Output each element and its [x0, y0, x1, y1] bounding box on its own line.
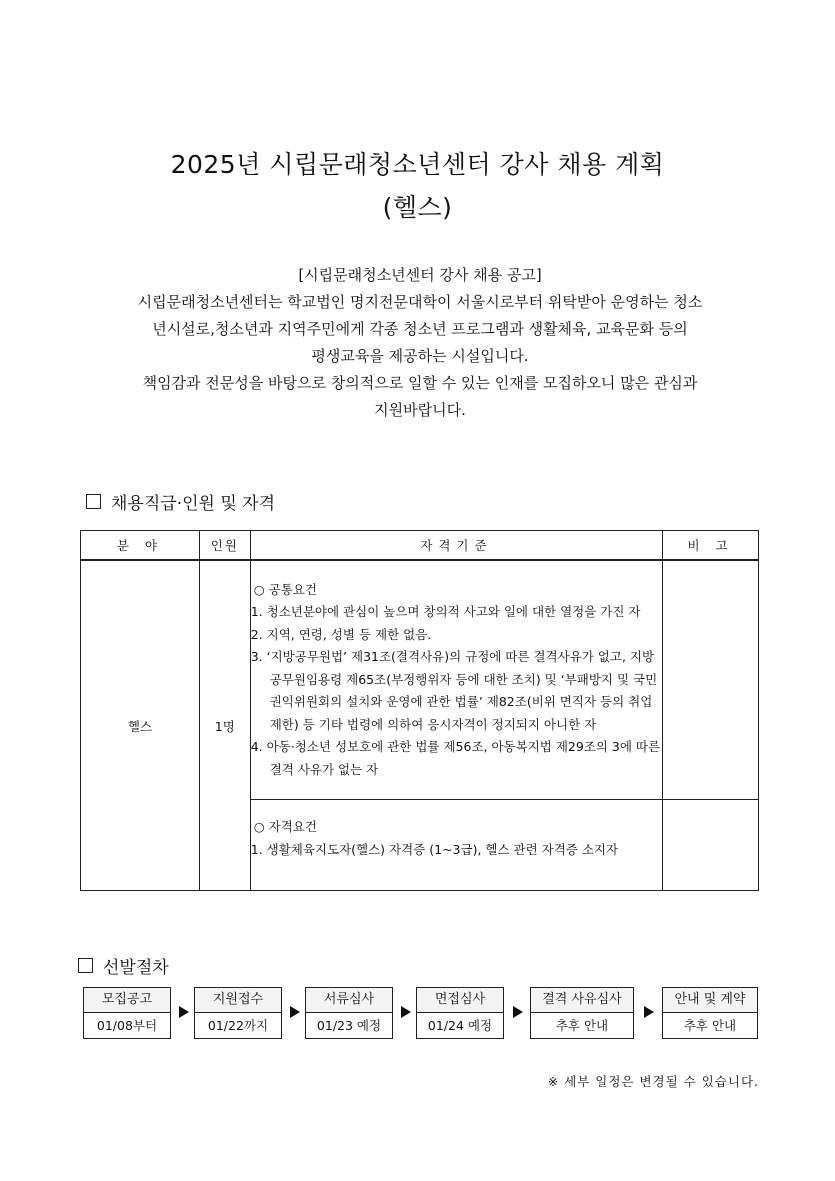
step-label: 모집공고	[84, 988, 170, 1013]
section-heading-positions	[86, 489, 275, 514]
section-title: 선발절차	[103, 958, 169, 978]
list-item: 4. 아동·청소년 성보호에 관한 법률 제56조, 아동복지법 제29조의 3에 따른 결격 사유가 없는 자	[250, 739, 661, 777]
step-label: 지원접수	[195, 988, 281, 1013]
document-subtitle: (헬스)	[382, 193, 453, 222]
step-date: 01/08부터	[96, 1018, 158, 1033]
step-date: 01/23 예정	[316, 1018, 382, 1033]
cell-remark	[663, 560, 759, 800]
step-box	[83, 987, 171, 1039]
document-title: 2025년 시립문래청소년센터 강사 채용 계획	[170, 150, 665, 179]
step-box	[305, 987, 393, 1039]
list-item: 1. 생활체육지도자(헬스) 자격증 (1~3급), 헬스 관련 자격증 소지자	[250, 841, 619, 857]
section-heading-procedure	[78, 953, 169, 978]
step-box	[194, 987, 282, 1039]
section-title: 채용직급·인원 및 자격	[111, 494, 276, 514]
arrow-right-icon	[290, 1006, 300, 1018]
intro-line: 시립문래청소년센터는 학교법인 명지전문대학이 서울시로부터 위탁받아 운영하는 청소	[137, 293, 703, 311]
header-count: 인원	[199, 531, 250, 561]
list-item: 1. 청소년분야에 관심이 높으며 창의적 사고와 일에 대한 열정을 가진 자	[250, 604, 641, 620]
table-row	[81, 560, 759, 800]
step-box	[416, 987, 504, 1039]
step-box	[530, 987, 634, 1039]
checkbox-square-icon	[78, 958, 93, 973]
step-date: 추후 안내	[555, 1018, 609, 1033]
list-item: 3. ‘지방공무원법’ 제31조(결격사유)의 규정에 따른 결격사유가 없고, 지방공무원임용령 제65조(부정행위자 등에 대한 조치) 및 ‘부패방지 및 국민권익위원회의 설치와 운영에 관한 법률’ 제82조(비위 면직자 등의 취업제한) 등 기타 법령에 의하여 응시자격이 정지되지 아니한 자	[250, 649, 658, 732]
step-label: 안내 및 계약	[663, 988, 757, 1013]
schedule-note: ※ 세부 일정은 변경될 수 있습니다.	[547, 1074, 759, 1089]
header-criteria: 자격기준	[250, 531, 662, 561]
arrow-right-icon	[179, 1006, 189, 1018]
step-label: 면접심사	[417, 988, 503, 1013]
intro-line: 평생교육을 제공하는 시설입니다.	[311, 347, 529, 365]
common-requirements-head: ○ 공통요건	[253, 581, 317, 597]
arrow-right-icon	[401, 1006, 411, 1018]
table-header-row	[81, 531, 759, 561]
qualification-head: ○ 자격요건	[253, 819, 317, 834]
step-date: 01/22까지	[207, 1018, 269, 1033]
header-remark: 비 고	[663, 531, 759, 561]
step-label: 결격 사유심사	[531, 988, 633, 1013]
intro-line: 책임감과 전문성을 바탕으로 창의적으로 일할 수 있는 인재를 모집하오니 많은 관심과	[142, 374, 698, 392]
recruitment-table	[80, 530, 759, 891]
list-item: 2. 지역, 연령, 성별 등 제한 없음.	[250, 626, 432, 642]
cell-remark	[663, 800, 759, 891]
step-date: 01/24 예정	[427, 1018, 493, 1033]
header-field: 분 야	[81, 531, 200, 561]
arrow-right-icon	[644, 1006, 654, 1018]
intro-block	[80, 262, 760, 424]
checkbox-square-icon	[86, 494, 101, 509]
arrow-right-icon	[513, 1006, 523, 1018]
selection-flow	[83, 987, 763, 1039]
cell-common-requirements	[250, 560, 662, 800]
cell-count: 1명	[199, 560, 250, 891]
cell-qualification	[250, 800, 662, 891]
intro-heading: [시립문래청소년센터 강사 채용 공고]	[298, 266, 542, 284]
cell-field: 헬스	[81, 560, 200, 891]
step-box	[662, 987, 758, 1039]
intro-line: 년시설로,청소년과 지역주민에게 각종 청소년 프로그램과 생활체육, 교육문화 등의	[152, 320, 688, 338]
step-label: 서류심사	[306, 988, 392, 1013]
intro-line: 지원바랍니다.	[374, 401, 466, 419]
step-date: 추후 안내	[683, 1018, 737, 1033]
